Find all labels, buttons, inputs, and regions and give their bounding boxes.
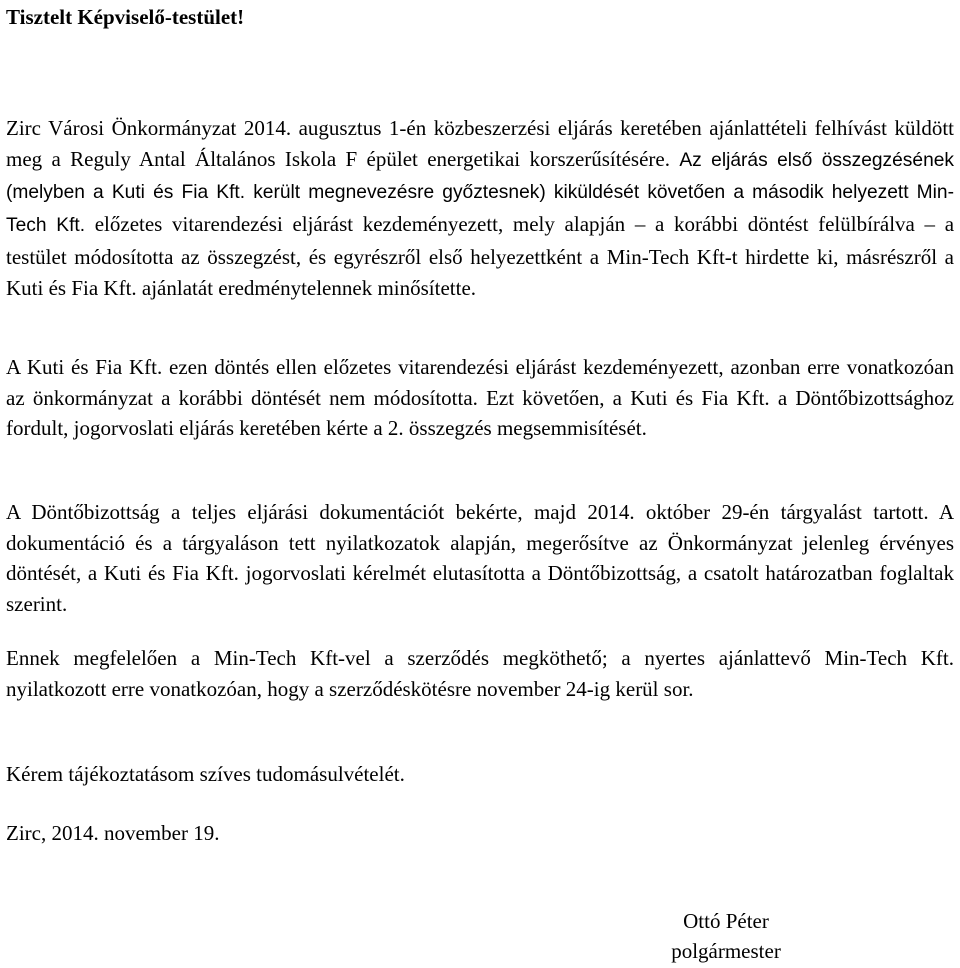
paragraph-background-intro: Zirc Városi Önkormányzat 2014. augusztus 1-én közbeszerzési eljárás keretében ajánlattételi felhívást küldött meg a Reguly Antal Általános Iskola F épület energetikai korszerűsítésére. [6, 116, 954, 171]
paragraph-contract: Ennek megfelelően a Min-Tech Kft-vel a szerződés megköthető; a nyertes ajánlattevő Min-Tech Kft. nyilatkozott erre vonatkozóan, hogy a szerződéskötésre november 24-ig kerül sor. [6, 646, 954, 701]
paragraph-background-first-summary: Az eljárás első összegzésének (melyben a Kuti és Fia Kft. került megnevezésre győztesnek) kiküldését követően a második helyezett Min-Tech Kft. [6, 149, 955, 237]
paragraph-appeal: A Kuti és Fia Kft. ezen döntés ellen előzetes vitarendezési eljárást kezdeményezett, azonban erre vonatkozóan az önkormányzat a korábbi döntését nem módosította. Ezt követően, a Kuti és Fia Kft. a Döntőbizottsághoz fordult, jogorvoslati eljárás keretében kérte a 2. összegzés megsemmisítését. [6, 355, 954, 441]
paragraph-background-dispute: előzetes vitarendezési eljárást kezdeményezett, mely alapján – a korábbi döntést felülbírálva – a testület módosította az összegzést, és egyrészről első helyezettként a Min-Tech Kft-t hirdette ki, másrészről a Kuti és Fia Kft. ajánlatát eredménytelennek minősítette. [6, 212, 955, 300]
signatory-title: polgármester [671, 939, 781, 963]
paragraph-board-decision: A Döntőbizottság a teljes eljárási dokumentációt bekérte, majd 2014. október 29-én tárgyalást tartott. A dokumentáció és a tárgyaláson tett nyilatkozatok alapján, megerősítve az Önkormányzat jelenleg érvényes döntését, a Kuti és Fia Kft. jogorvoslati kérelmét elutasította a Döntőbizottság, a csatolt határozatban foglaltak szerint. [6, 500, 954, 617]
signature-block [646, 906, 806, 966]
salutation-heading: Tisztelt Képviselő-testület! [6, 5, 245, 29]
place-and-date: Zirc, 2014. november 19. [6, 821, 220, 845]
closing-request: Kérem tájékoztatásom szíves tudomásulvételét. [6, 762, 405, 786]
paragraph-background [6, 113, 954, 303]
signatory-name: Ottó Péter [683, 909, 769, 933]
